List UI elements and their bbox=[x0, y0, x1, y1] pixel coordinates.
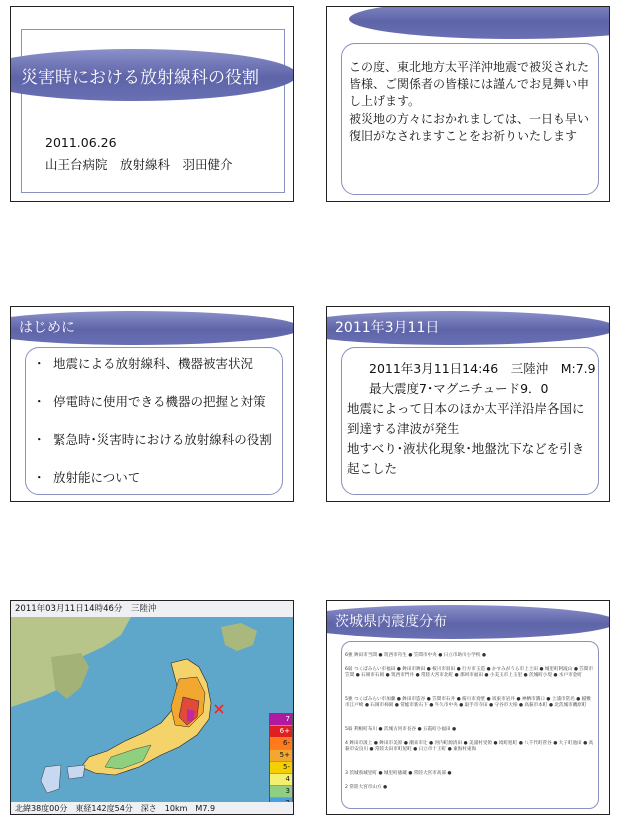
japan-map-graphic bbox=[11, 617, 294, 802]
intensity-row: 4 鉾田市汲上 ● 鉾田市美原 ● 潮来市辻 ● 河内町源清田 ● 美浦村受領 ● 境町旭町 ● 八千代町菅谷 ● 大子町池田 ● 高萩市安良川 ● 常陸太田市町屋町 ● 日立市十王町 ● 東海村東海 bbox=[345, 741, 594, 752]
legend-item: 5+ bbox=[270, 750, 292, 762]
bullet-icon: ・ bbox=[33, 470, 46, 485]
condolence-paragraph-2: 被災地の方々におかれましては、一日も早い復旧がなされますことをお祈りいたします bbox=[349, 112, 590, 143]
presentation-title: 災害時における放射線科の役割 bbox=[21, 68, 259, 88]
legend-item: 6+ bbox=[270, 726, 292, 738]
list-item bbox=[33, 425, 272, 463]
legend-item: 3 bbox=[270, 786, 292, 798]
quake-desc-line: 到達する津波が発生 bbox=[347, 421, 460, 436]
list-item bbox=[33, 387, 272, 425]
slide-title: 茨城県内震度分布 bbox=[335, 614, 447, 630]
slide-ibaraki-intensity bbox=[326, 600, 610, 815]
slide-earthquake-date bbox=[326, 306, 610, 502]
slide-title: はじめに bbox=[19, 320, 75, 336]
slide-introduction bbox=[10, 306, 294, 502]
intensity-row: 6弱 つくばみらい市福田 ● 鉾田市鉾田 ● 桜川市羽田 ● 行方市玉造 ● かすみがうら市上土田 ● 城里町阿波山 ● 笠間市笠間 ● 石岡市石岡 ● 筑西市門井 ● 常陸大宮市北町 ● 那珂市福田 ● 小美玉市上玉里 ● 茨城町小堤 ● 水戸市金町 bbox=[345, 667, 594, 678]
map-caption-top: 2011年03月11日14時46分 三陸沖 bbox=[11, 601, 294, 617]
slide-header bbox=[327, 307, 610, 349]
slide-condolence bbox=[326, 6, 610, 202]
slide-header bbox=[327, 601, 610, 643]
intensity-row: 3 茨城県城里町 ● 城里町徳蔵 ● 常陸大宮市高部 ● bbox=[345, 771, 452, 776]
slide-title: 2011年3月11日 bbox=[335, 320, 440, 336]
intensity-row: 6強 鉾田市当間 ● 筑西市舟生 ● 笠間市中央 ● 日立市助川小学校 ● bbox=[345, 653, 486, 658]
quake-desc-line: 地震によって日本のほか太平洋沿岸各国に bbox=[347, 401, 585, 416]
list-item bbox=[33, 463, 272, 501]
list-item-text: 停電時に使用できる機器の把握と対策 bbox=[53, 394, 266, 409]
agenda-list bbox=[33, 349, 272, 501]
top-banner bbox=[349, 7, 610, 43]
quake-desc-line: 起こした bbox=[347, 461, 398, 476]
presenter-info: 山王台病院 放射線科 羽田健介 bbox=[45, 157, 233, 172]
presentation-date: 2011.06.26 bbox=[45, 135, 117, 150]
slide-seismic-map bbox=[10, 600, 294, 815]
quake-time-line: 2011年3月11日14:46 三陸沖 M:7.9 bbox=[369, 361, 596, 376]
quake-magnitude-line: 最大震度7･マグニチュード9．0 bbox=[369, 381, 549, 396]
map-caption-bottom: 北緯38度00分 東経142度54分 深さ 10km M7.9 bbox=[11, 802, 294, 815]
list-item-text: 放射能について bbox=[53, 470, 141, 485]
list-item bbox=[33, 349, 272, 387]
quake-desc-line: 地すべり･液状化現象･地盤沈下などを引き bbox=[347, 441, 585, 456]
condolence-paragraph-1: この度、東北地方太平洋沖地震で被災された皆様、ご関係者の皆様には謹んでお見舞い申し上げます。 bbox=[349, 60, 590, 108]
seismic-intensity-map bbox=[11, 601, 294, 815]
intensity-row: 2 常陸大宮市山方 ● bbox=[345, 785, 388, 790]
banner-shape bbox=[349, 6, 610, 39]
legend-item: 6- bbox=[270, 738, 292, 750]
slide-title bbox=[10, 6, 294, 202]
intensity-row: 5強 つくばみらい市加藤 ● 鉾田市造谷 ● 笠間市石井 ● 桜川市真壁 ● 坂東市岩井 ● 神栖市溝口 ● 土浦市常名 ● 稲敷市江戸崎 ● 石岡市柿岡 ● 常総市新石下 ● 牛久市中央 ● 取手市寺田 ● 守谷市大柏 ● 高萩市本町 ● 北茨城市磯原町 bbox=[345, 697, 591, 708]
legend-item: 5- bbox=[270, 762, 292, 774]
legend-item: 7 bbox=[270, 714, 292, 726]
intensity-row: 5弱 利根町布川 ● 茨城古河市長谷 ● 五霞町小福田 ● bbox=[345, 727, 456, 732]
bullet-icon: ・ bbox=[33, 394, 46, 409]
intensity-legend bbox=[269, 713, 293, 815]
bullet-icon: ・ bbox=[33, 432, 46, 447]
slide-header bbox=[11, 307, 294, 349]
list-item-text: 地震による放射線科、機器被害状況 bbox=[53, 356, 254, 371]
legend-item: 4 bbox=[270, 774, 292, 786]
list-item-text: 緊急時･災害時における放射線科の役割 bbox=[53, 432, 272, 447]
bullet-icon: ・ bbox=[33, 356, 46, 371]
